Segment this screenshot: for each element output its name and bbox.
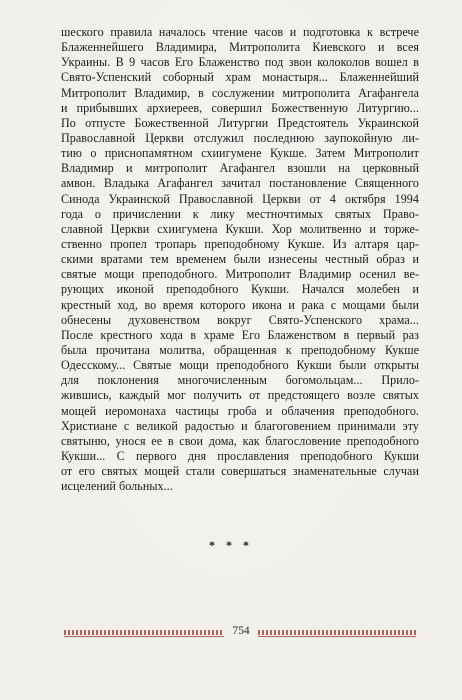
text-line: исцелений больных...: [61, 479, 173, 494]
text-line: от его святых мощей стали совершаться знаменательные случаи: [61, 464, 419, 479]
text-line: Кукши... С первого дня прославления преподобного Кукши: [61, 448, 419, 463]
footer-ornament-right: [258, 628, 416, 637]
text-line: амвон. Владыка Агафангел зачитал постановление Священного: [61, 176, 419, 191]
text-line: Свято-Успенский соборный храм монастыря... Блаженнейший: [61, 70, 419, 85]
text-line: Христиане с великой радостью и благоговением принимали эту: [61, 418, 419, 433]
text-line: После крестного хода в храме Его Блаженством в первый раз: [61, 327, 419, 342]
text-line: шеского правила началось чтение часов и подготовка к встрече: [61, 25, 419, 39]
text-line: Владимир и митрополит Агафангел взошли на церковный: [61, 161, 419, 176]
text-line: скими вратами тем временем были изнесены честный образ и: [61, 252, 419, 267]
text-line: Украины. В 9 часов Его Блаженство под звон колоколов вошел в: [61, 55, 419, 70]
text-line: По отпусте Божественной Литургии Предстоятель Украинской: [61, 115, 419, 130]
text-line: Православной Церкви отслужил последнюю заупокойную ли-: [61, 130, 419, 145]
text-line: мощей иеромонаха частицы гроба и облачения преподобного.: [61, 403, 419, 418]
text-line: Синода Украинской Православной Церкви от 4 октября 1994: [61, 191, 419, 206]
footer-ornament-left: [64, 628, 224, 637]
text-line: обнесены духовенством вокруг Свято-Успенского храма...: [61, 312, 419, 327]
text-line: и прибывших архиереев, совершил Божественную Литургию...: [61, 100, 419, 115]
section-separator: * * *: [209, 538, 253, 552]
text-line: рующих иконой преподобного Кукши. Начался молебен и: [61, 282, 419, 297]
text-line: тию о приснопамятном схиигумене Кукше. Затем Митрополит: [61, 146, 419, 161]
text-line: Одесскому... Святые мощи преподобного Кукши были открыты: [61, 358, 419, 373]
text-line: ственно пропел тропарь преподобному Кукше. Из алтаря цар-: [61, 236, 419, 251]
text-line: жившись, каждый мог получить от предстоящего возле святых: [61, 388, 419, 403]
text-line: Блаженнейшего Владимира, Митрополита Киевского и всея: [61, 40, 419, 55]
text-line: славной Церкви схиигумена Кукши. Хор молитвенно и торже-: [61, 221, 419, 236]
page-number: 754: [232, 625, 250, 637]
body-text: [61, 25, 419, 494]
text-line: была прочитана молитва, обращенная к преподобному Кукше: [61, 342, 419, 357]
text-line: крестный ход, во время которого икона и рака с мощами были: [61, 297, 419, 312]
text-line: Митрополит Владимир, в сослужении митрополита Агафангела: [61, 85, 419, 100]
text-line: для поклонения многочисленным богомольцам... Прило-: [61, 373, 419, 388]
text-line: святые мощи преподобного. Митрополит Владимир осенил ве-: [61, 267, 419, 282]
text-line: года о причислении к лику местночтимых святых Право-: [61, 206, 419, 221]
text-line: святыню, унося ее в свои дома, как благословение преподобного: [61, 433, 419, 448]
